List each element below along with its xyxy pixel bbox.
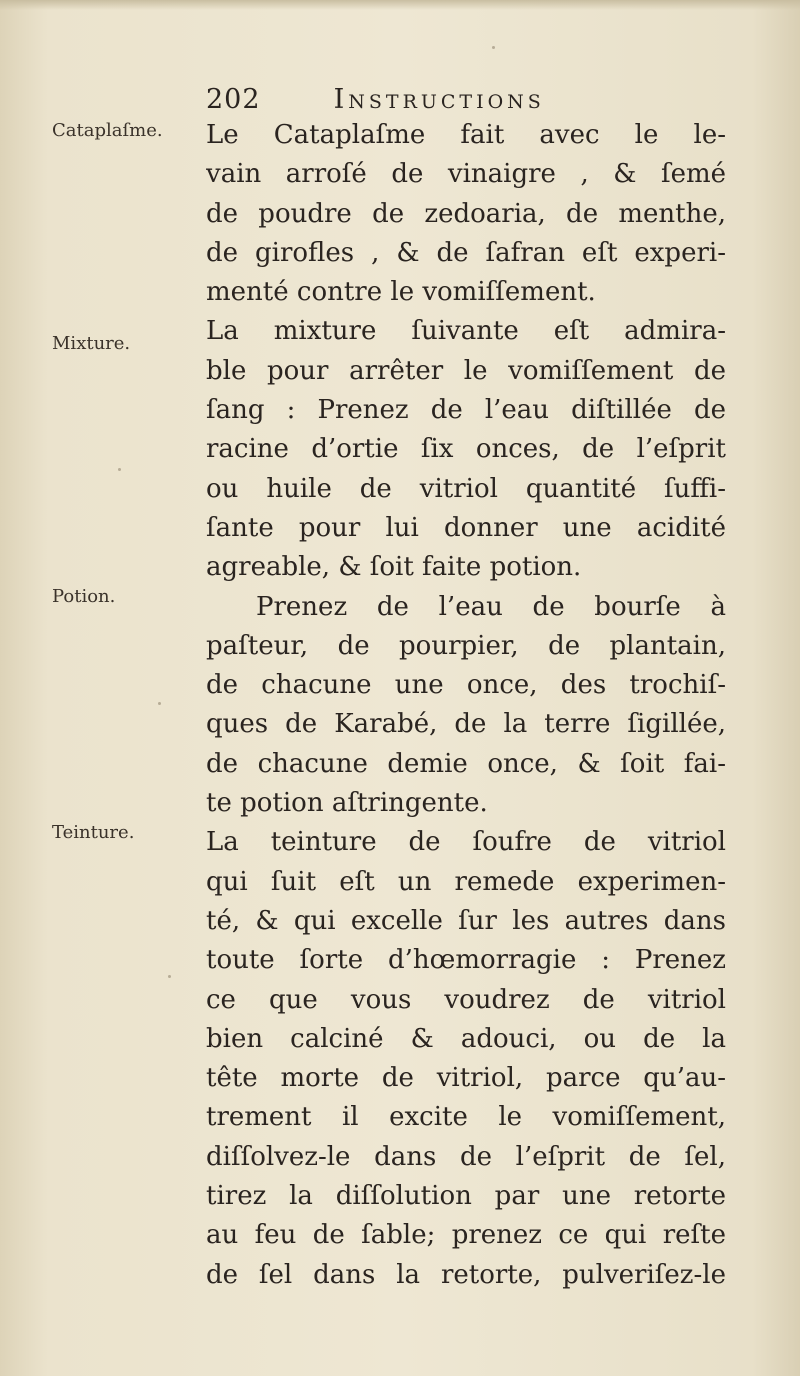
text-line: ques de Karabé, de la terre ſigillée, [206, 709, 726, 740]
text-line: ble pour arrêter le vomiſſement de [206, 355, 726, 386]
paper-speck [158, 702, 161, 705]
text-line: té, & qui excelle ſur les autres dans [206, 905, 726, 936]
body-text [206, 116, 726, 1295]
text-line: de chacune une once, des trochiſ- [206, 670, 726, 701]
text-line: ſang : Prenez de l’eau diſtillée de [206, 395, 726, 426]
text-line: au feu de ſable; prenez ce qui reſte [206, 1220, 726, 1251]
text-line: diſſolvez-le dans de l’eſprit de ſel, [206, 1141, 726, 1172]
text-line: de chacune demie once, & ſoit fai- [206, 748, 726, 779]
paper-speck [118, 468, 121, 471]
text-line: La teinture de ſoufre de vitriol [206, 827, 726, 858]
margin-note-potion: Potion. [52, 586, 116, 607]
margin-note-cataplasme: Cataplaſme. [52, 120, 163, 141]
text-line: toute ſorte d’hœmorragie : Prenez [206, 945, 726, 976]
text-line: qui ſuit eſt un remede experimen- [206, 866, 726, 897]
text-line: tête morte de vitriol, parce qu’au- [206, 1063, 726, 1094]
text-line: racine d’ortie ſix onces, de l’eſprit [206, 434, 726, 465]
paper-speck [492, 46, 495, 49]
text-line: de poudre de zedoaria, de menthe, [206, 198, 726, 229]
text-line: menté contre le vomiſſement. [206, 277, 596, 308]
text-line: agreable, & ſoit faite potion. [206, 552, 582, 583]
text-line: tirez la diſſolution par une retorte [206, 1181, 726, 1212]
text-line: Prenez de l’eau de bourſe à [256, 591, 726, 622]
text-line: de girofles , & de ſafran eſt experi- [206, 237, 726, 268]
text-line: ſante pour lui donner une acidité [206, 512, 726, 543]
paper-speck [168, 975, 171, 978]
page-number: 202 [206, 84, 261, 115]
text-line: ce que vous voudrez de vitriol [206, 984, 726, 1015]
text-line: trement il excite le vomiſſement, [206, 1102, 726, 1133]
text-line: ou huile de vitriol quantité ſuffi- [206, 473, 726, 504]
text-line: paſteur, de pourpier, de plantain, [206, 630, 726, 661]
margin-note-mixture: Mixture. [52, 333, 131, 354]
text-line: de ſel dans la retorte, pulveriſez-le [206, 1259, 726, 1290]
text-line: Le Cataplaſme fait avec le le- [206, 120, 726, 150]
text-line: vain arroſé de vinaigre , & ſemé [206, 159, 726, 190]
page-header [206, 84, 646, 118]
text-line: te potion aſtringente. [206, 788, 488, 819]
text-line: La mixture ſuivante eſt admira- [206, 316, 726, 347]
margin-note-teinture: Teinture. [52, 822, 135, 843]
running-title: Instructions [333, 84, 545, 115]
text-line: bien calciné & adouci, ou de la [206, 1023, 726, 1054]
